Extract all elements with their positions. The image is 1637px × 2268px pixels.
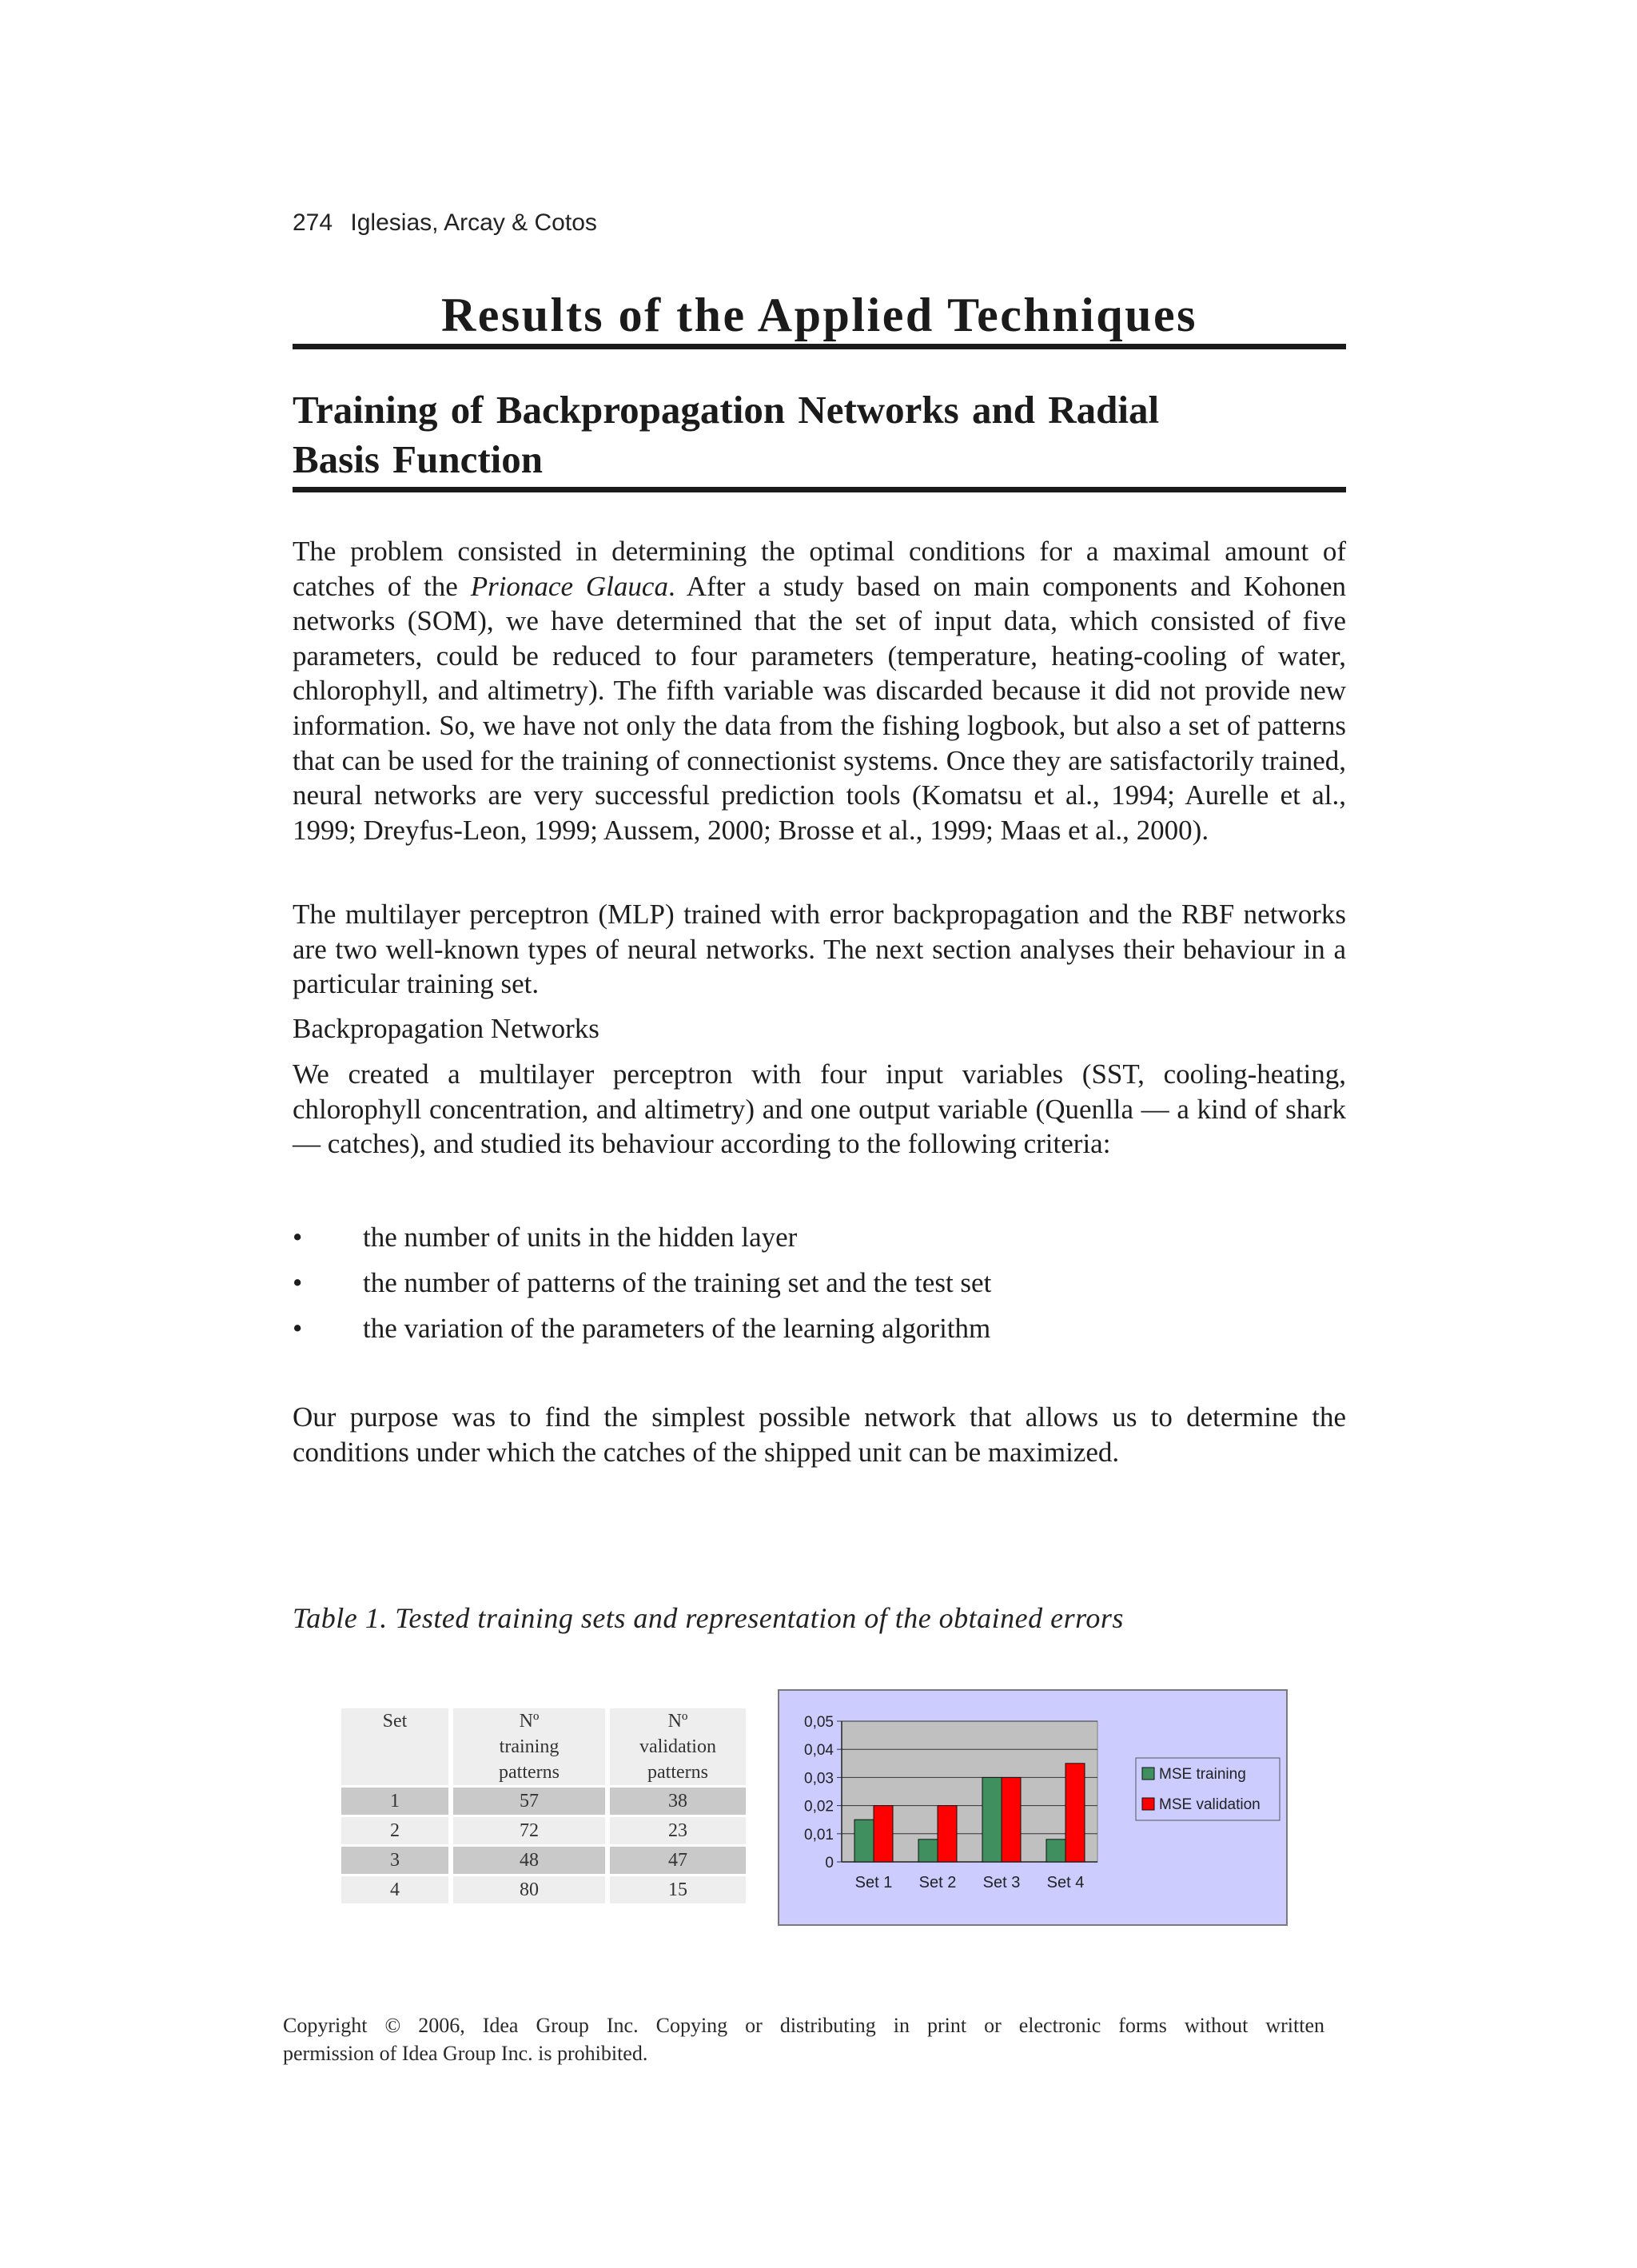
legend-swatch [1142, 1768, 1154, 1780]
bar-mse-validation [874, 1806, 893, 1862]
header-set [341, 1708, 448, 1785]
cell-training: 72 [453, 1817, 605, 1844]
bar-mse-training [982, 1777, 1002, 1862]
copyright-footer [283, 2011, 1324, 2067]
table-row [341, 1788, 746, 1815]
bar-mse-training [854, 1820, 874, 1862]
subsection-title-line1: Training of Backpropagation Networks and Radial [293, 388, 1160, 432]
mse-chart [778, 1689, 1288, 1926]
list-item-text: the number of patterns of the training set and the test set [363, 1267, 992, 1298]
species-name: Prionace Glauca [470, 570, 668, 602]
list-item-text: the number of units in the hidden layer [363, 1222, 798, 1253]
list-item [293, 1311, 1346, 1357]
subsection-title-rule [293, 487, 1346, 492]
subsection-title-line2: Basis Function [293, 437, 544, 481]
list-item [293, 1220, 1346, 1266]
paragraph-problem-text-a: The problem consisted in determining the optimal conditions for a maximal amount of catches of the [293, 536, 1346, 602]
cell-set: 1 [341, 1788, 448, 1815]
cell-set: 3 [341, 1847, 448, 1874]
x-tick-label: Set 1 [854, 1874, 893, 1891]
cell-validation: 38 [610, 1788, 746, 1815]
running-authors: Iglesias, Arcay & Cotos [350, 209, 597, 236]
bar-mse-training [918, 1840, 938, 1862]
legend-label: MSE training [1159, 1766, 1246, 1783]
cell-training: 80 [453, 1876, 605, 1903]
x-tick-label: Set 4 [1046, 1874, 1085, 1891]
section-title-rule [293, 344, 1346, 349]
bar-mse-validation [1002, 1777, 1021, 1862]
training-sets-table [337, 1706, 751, 1906]
paragraph-perceptron: We created a multilayer perceptron with four input variables (SST, cooling-heating, chlorophyll concentration, and altimetry) and one output variable (Quenlla — a kind of shark — catches), and studied its behaviour according to the following criteria: [293, 1058, 1346, 1160]
subsection-title [293, 385, 1332, 484]
header-validation-patterns [610, 1708, 746, 1785]
header-training-line2: training [499, 1736, 560, 1757]
y-tick-label: 0,02 [804, 1798, 834, 1816]
cell-set: 4 [341, 1876, 448, 1903]
legend-swatch [1142, 1798, 1154, 1810]
bullet-icon: • [293, 1267, 303, 1298]
legend-label: MSE validation [1159, 1796, 1261, 1813]
cell-validation: 15 [610, 1876, 746, 1903]
list-item [293, 1266, 1346, 1311]
cell-validation: 23 [610, 1817, 746, 1844]
bullet-icon: • [293, 1313, 303, 1344]
paragraph-purpose: Our purpose was to find the simplest possible network that allows us to determine the conditions under which the catches of the shipped unit can be maximized. [293, 1401, 1346, 1468]
list-item-text: the variation of the parameters of the learning algorithm [363, 1313, 991, 1344]
bar-mse-validation [1065, 1764, 1085, 1862]
header-set-label: Set [382, 1711, 408, 1732]
y-tick-label: 0 [825, 1855, 834, 1871]
bar-mse-validation [938, 1806, 957, 1862]
paragraph-problem-text-b: . After a study based on main components and Kohonen networks (SOM), we have determined that the set of input data, which consisted of five parameters, could be reduced to four parameters (temperature, heating-cooling of water, chlorophyll, and altimetry). The fifth variable was discarded because it did not provide new information. So, we have not only the data from the fishing logbook, but also a set of patterns that can be used for the training of connectionist systems. Once they are satisfactorily trained, neural networks are very successful prediction tools (Komatsu et al., 1994; Aurelle et al., 1999; Dreyfus-Leon, 1999; Aussem, 2000; Brosse et al., 1999; Maas et al., 2000). [293, 570, 1347, 846]
header-validation-line3: patterns [647, 1762, 708, 1783]
y-tick-label: 0,03 [804, 1770, 834, 1788]
bar-mse-training [1046, 1840, 1065, 1862]
header-training-patterns [453, 1708, 605, 1785]
cell-training: 48 [453, 1847, 605, 1874]
running-header [293, 209, 597, 237]
table-row [341, 1817, 746, 1844]
page-number: 274 [293, 209, 333, 236]
table-row [341, 1847, 746, 1874]
criteria-list [293, 1220, 1346, 1357]
cell-training: 57 [453, 1788, 605, 1815]
bullet-icon: • [293, 1222, 303, 1253]
y-tick-label: 0,04 [804, 1742, 834, 1760]
y-tick-label: 0,05 [804, 1714, 834, 1731]
x-tick-label: Set 2 [918, 1874, 957, 1891]
mse-chart-svg [778, 1689, 1288, 1926]
header-training-line3: patterns [499, 1762, 560, 1783]
table-caption: Table 1. Tested training sets and representation of the obtained errors [293, 1602, 1124, 1634]
copyright-line1: Copyright © 2006, Idea Group Inc. Copying or distributing in print or electronic forms without written [283, 2014, 1324, 2037]
x-tick-label: Set 3 [982, 1874, 1021, 1891]
header-validation-line2: validation [639, 1736, 716, 1757]
section-title: Results of the Applied Techniques [440, 289, 1198, 341]
table-row [341, 1876, 746, 1903]
paragraph-problem [293, 534, 1346, 847]
copyright-line2: permission of Idea Group Inc. is prohibited. [283, 2042, 648, 2065]
table-header-row [341, 1708, 746, 1785]
header-validation-line1: Nº [667, 1711, 688, 1732]
cell-validation: 47 [610, 1847, 746, 1874]
y-tick-label: 0,01 [804, 1826, 834, 1843]
cell-set: 2 [341, 1817, 448, 1844]
paragraph-mlp-rbf: The multilayer perceptron (MLP) trained with error backpropagation and the RBF networks are two well-known types of neural networks. The next section analyses their behaviour in a particular training set. [293, 899, 1346, 1000]
subheading-backpropagation: Backpropagation Networks [293, 1013, 599, 1044]
header-training-line1: Nº [519, 1711, 540, 1732]
